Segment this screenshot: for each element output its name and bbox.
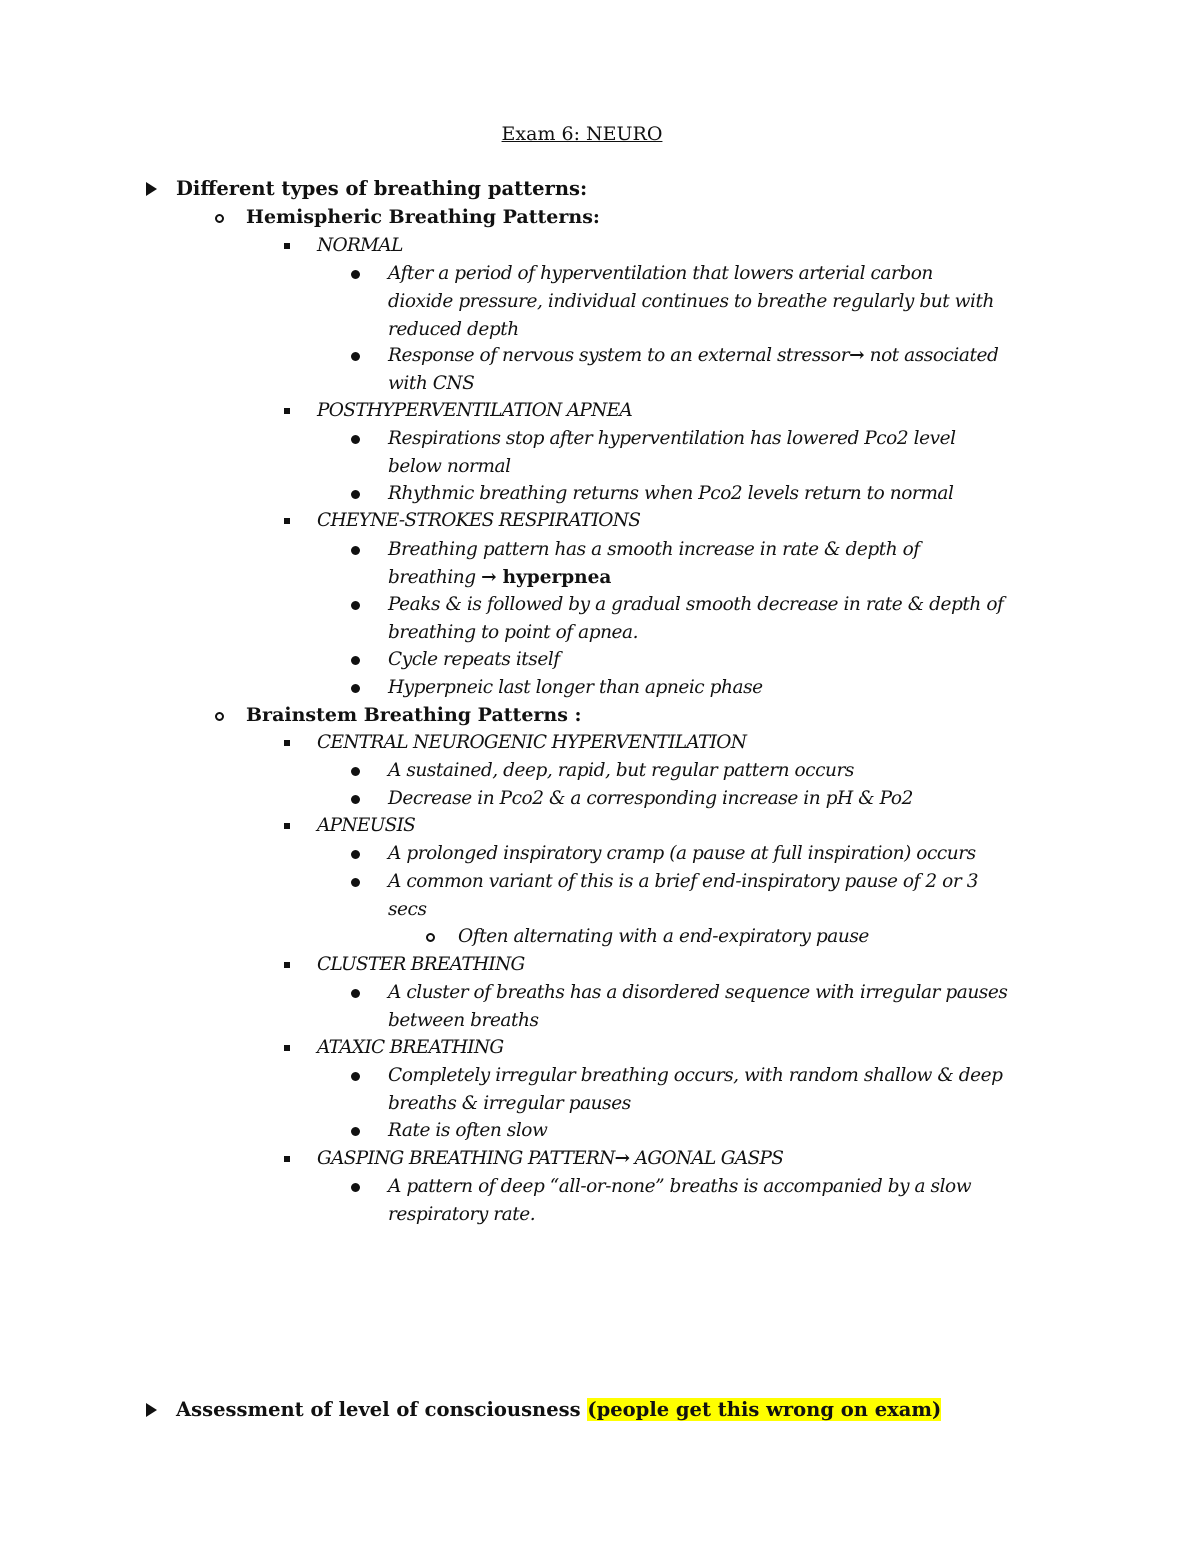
arrow-right-icon: → xyxy=(481,567,497,588)
highlighted-note: (people get this wrong on exam) xyxy=(587,1398,942,1421)
section-heading: Assessment of level of consciousness (people get this wrong on exam) xyxy=(176,1398,942,1421)
list-item-text: Rhythmic breathing returns when Pco2 levels return to normal xyxy=(388,483,954,504)
dot-bullet-icon xyxy=(351,989,360,998)
pattern-label: NORMAL xyxy=(317,235,403,256)
list-item-text: A sustained, deep, rapid, but regular pattern occurs xyxy=(388,760,854,781)
arrow-bullet-icon xyxy=(146,182,157,196)
list-item-text: Decrease in Pco2 & a corresponding increase in pH & Po2 xyxy=(388,788,913,809)
square-bullet-icon xyxy=(284,243,290,249)
pattern-label: GASPING BREATHING PATTERN→ AGONAL GASPS xyxy=(317,1148,784,1169)
dot-bullet-icon xyxy=(351,1127,360,1136)
dot-bullet-icon xyxy=(351,1072,360,1081)
list-item-text: between breaths xyxy=(388,1010,539,1031)
dot-bullet-icon xyxy=(351,490,360,499)
pattern-label: CHEYNE-STROKES RESPIRATIONS xyxy=(317,510,641,531)
list-item-text: below normal xyxy=(388,456,511,477)
section-heading: Different types of breathing patterns: xyxy=(176,177,588,200)
dot-bullet-icon xyxy=(351,878,360,887)
dot-bullet-icon xyxy=(351,435,360,444)
list-item-text: secs xyxy=(388,899,427,920)
list-item-text: Hyperpneic last longer than apneic phase xyxy=(388,677,763,698)
square-bullet-icon xyxy=(284,740,290,746)
list-item-text: breathing to point of apnea. xyxy=(388,622,639,643)
list-item-text: breathing → hyperpnea xyxy=(388,567,612,588)
list-item-text: A cluster of breaths has a disordered sequence with irregular pauses xyxy=(388,982,1008,1003)
list-item-text: Cycle repeats itself xyxy=(388,649,560,670)
list-item-text: A pattern of deep “all-or-none” breaths is accompanied by a slow xyxy=(388,1176,972,1197)
list-item-text: Response of nervous system to an external stressor→ not associated xyxy=(388,345,999,366)
list-item-text: dioxide pressure, individual continues to breathe regularly but with xyxy=(388,291,994,312)
dot-bullet-icon xyxy=(351,1183,360,1192)
square-bullet-icon xyxy=(284,962,290,968)
square-bullet-icon xyxy=(284,823,290,829)
list-item-text: A common variant of this is a brief end-inspiratory pause of 2 or 3 xyxy=(388,871,979,892)
pattern-label: APNEUSIS xyxy=(317,815,416,836)
list-item-text: Respirations stop after hyperventilation has lowered Pco2 level xyxy=(388,428,956,449)
list-item-text: After a period of hyperventilation that lowers arterial carbon xyxy=(388,263,933,284)
list-item-text: respiratory rate. xyxy=(388,1204,536,1225)
dot-bullet-icon xyxy=(351,270,360,279)
list-item-text: Rate is often slow xyxy=(388,1120,548,1141)
list-item-text: with CNS xyxy=(388,373,475,394)
square-bullet-icon xyxy=(284,1156,290,1162)
circle-bullet-icon xyxy=(426,933,435,942)
list-item-text: reduced depth xyxy=(388,319,519,340)
circle-bullet-icon xyxy=(215,214,224,223)
subsection-heading: Brainstem Breathing Patterns : xyxy=(246,704,582,726)
list-item-text: breaths & irregular pauses xyxy=(388,1093,631,1114)
subsection-heading: Hemispheric Breathing Patterns: xyxy=(246,206,600,228)
square-bullet-icon xyxy=(284,1045,290,1051)
dot-bullet-icon xyxy=(351,795,360,804)
list-item-text: A prolonged inspiratory cramp (a pause at full inspiration) occurs xyxy=(388,843,976,864)
arrow-bullet-icon xyxy=(146,1403,157,1417)
dot-bullet-icon xyxy=(351,352,360,361)
list-item-text: Breathing pattern has a smooth increase in rate & depth of xyxy=(388,539,920,560)
dot-bullet-icon xyxy=(351,656,360,665)
arrow-right-icon: → xyxy=(849,345,865,366)
list-item-text: Completely irregular breathing occurs, with random shallow & deep xyxy=(388,1065,1003,1086)
pattern-label: CLUSTER BREATHING xyxy=(317,954,525,975)
square-bullet-icon xyxy=(284,518,290,524)
dot-bullet-icon xyxy=(351,546,360,555)
pattern-label: CENTRAL NEUROGENIC HYPERVENTILATION xyxy=(317,732,747,753)
list-item-text: Often alternating with a end-expiratory pause xyxy=(458,926,869,947)
list-item-text: Peaks & is followed by a gradual smooth decrease in rate & depth of xyxy=(388,594,1004,615)
arrow-right-icon: → xyxy=(614,1148,630,1169)
square-bullet-icon xyxy=(284,408,290,414)
dot-bullet-icon xyxy=(351,767,360,776)
pattern-label: POSTHYPERVENTILATION APNEA xyxy=(317,400,633,421)
dot-bullet-icon xyxy=(351,684,360,693)
pattern-label: ATAXIC BREATHING xyxy=(317,1037,504,1058)
dot-bullet-icon xyxy=(351,601,360,610)
dot-bullet-icon xyxy=(351,850,360,859)
circle-bullet-icon xyxy=(215,712,224,721)
page-title: Exam 6: NEURO xyxy=(501,123,663,145)
